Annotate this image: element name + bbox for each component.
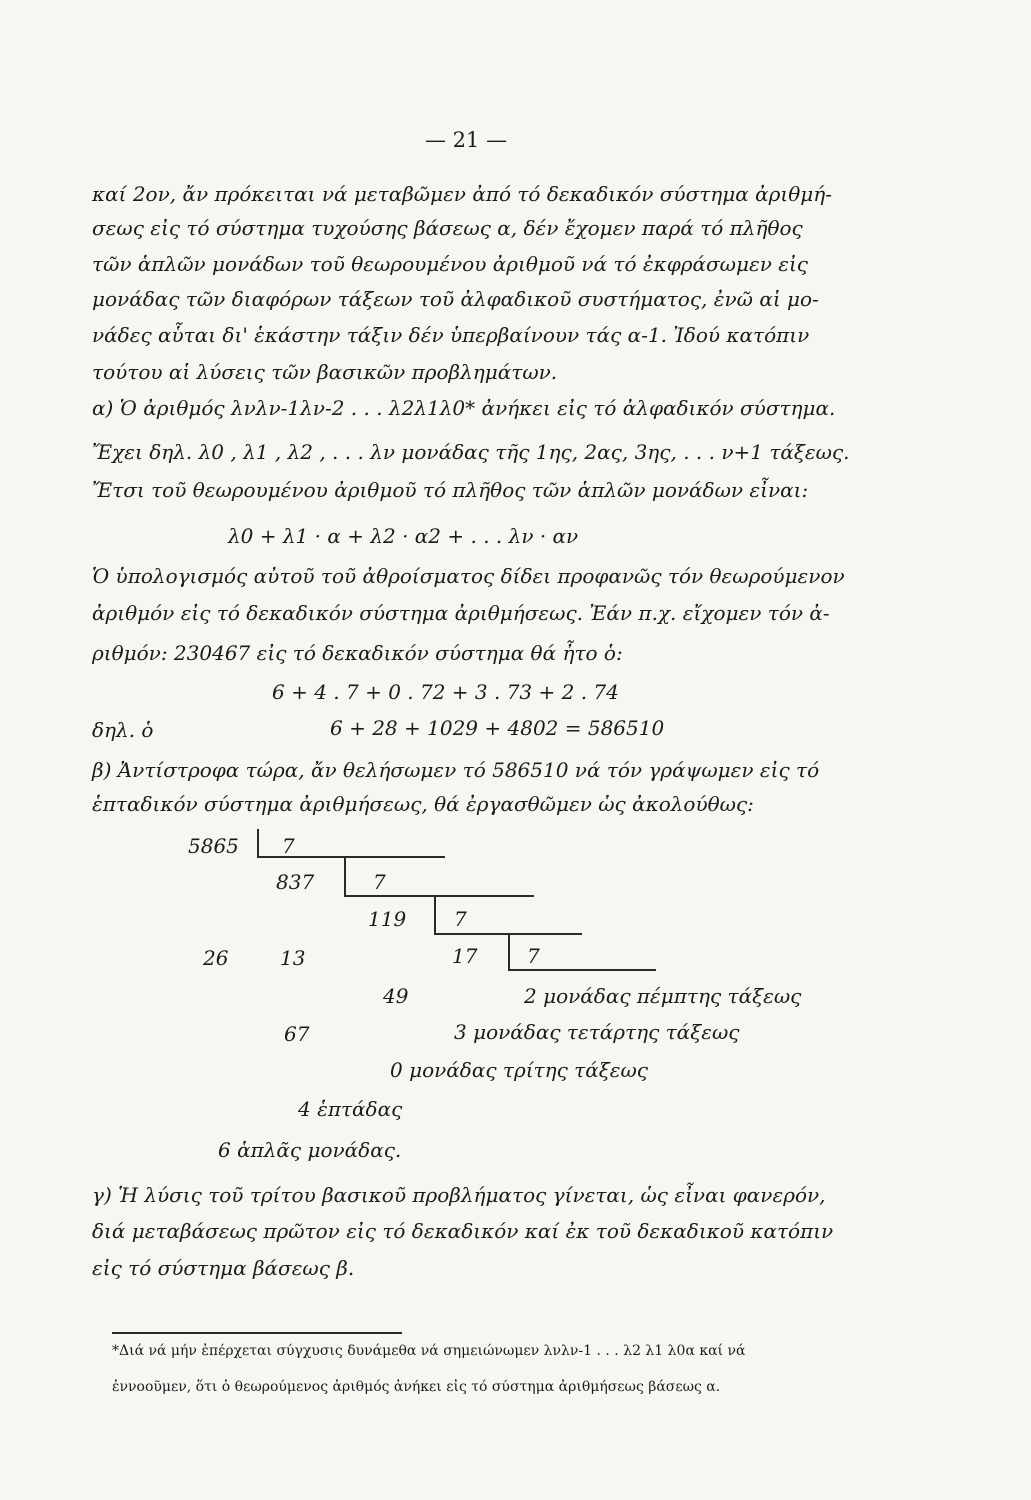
formula-sum: λ0 + λ1 · α + λ2 · α2 + . . . λν · αν xyxy=(228,524,579,548)
page-number: — 21 — xyxy=(425,128,508,152)
calculation-powers: 6 + 4 . 7 + 0 . 72 + 3 . 73 + 2 . 74 xyxy=(272,680,619,704)
division-bar-vertical-3 xyxy=(434,895,436,934)
calculation-label: δηλ. ὁ xyxy=(92,718,154,742)
division-bar-vertical-4 xyxy=(508,933,510,970)
division-divisor-4: 7 xyxy=(527,944,540,968)
division-divisor-3: 7 xyxy=(454,907,467,931)
paragraph-line-6: τούτου αἱ λύσεις τῶν βασικῶν προβλημάτων. xyxy=(92,360,558,384)
division-quotient-2: 119 xyxy=(368,907,407,931)
division-bar-vertical-1 xyxy=(257,829,259,857)
division-divisor-2: 7 xyxy=(373,870,386,894)
division-remainder-13: 13 xyxy=(280,946,306,970)
result-fourth-order: 3 μονάδας τετάρτης τάξεως xyxy=(454,1020,740,1044)
footnote-line-1: *Διά νά μήν ἐπέρχεται σύγχυσις δυνάμεθα νά σημειώνωμεν λνλν-1 . . . λ2 λ1 λ0α καί νά xyxy=(112,1343,746,1359)
section-a-line-4: Ὁ ὑπολογισμός αὐτοῦ τοῦ ἀθροίσματος δίδει προφανῶς τόν θεωρούμενον xyxy=(92,564,845,588)
section-a-line-1: α) Ὁ ἀριθμός λνλν-1λν-2 . . . λ2λ1λ0* ἀνήκει εἰς τό ἀλφαδικόν σύστημα. xyxy=(92,396,836,420)
result-third-order: 0 μονάδας τρίτης τάξεως xyxy=(390,1058,648,1082)
division-divisor-1: 7 xyxy=(282,834,295,858)
division-remainder-67: 67 xyxy=(284,1022,310,1046)
paragraph-line-5: νάδες αὗται δι' ἑκάστην τάξιν δέν ὑπερβαίνουν τάς α-1. Ἰδού κατόπιν xyxy=(92,323,810,347)
division-remainder-49: 49 xyxy=(383,984,409,1008)
division-quotient-1: 837 xyxy=(276,870,315,894)
section-c-line-2: διά μεταβάσεως πρῶτον εἰς τό δεκαδικόν καί ἐκ τοῦ δεκαδικοῦ κατόπιν xyxy=(92,1219,834,1243)
section-a-line-3: Ἔτσι τοῦ θεωρουμένου ἀριθμοῦ τό πλῆθος τῶν ἁπλῶν μονάδων εἶναι: xyxy=(92,478,809,502)
section-c-line-1: γ) Ἡ λύσις τοῦ τρίτου βασικοῦ προβλήματος γίνεται, ὡς εἶναι φανερόν, xyxy=(92,1183,826,1207)
paragraph-line-1: καί 2ον, ἄν πρόκειται νά μεταβῶμεν ἀπό τό δεκαδικόν σύστημα ἀριθμή- xyxy=(92,182,833,206)
paragraph-line-2: σεως εἰς τό σύστημα τυχούσης βάσεως α, δέν ἔχομεν παρά τό πλῆθος xyxy=(92,216,803,240)
result-fifth-order: 2 μονάδας πέμπτης τάξεως xyxy=(524,984,802,1008)
division-remainder-26: 26 xyxy=(203,946,229,970)
paragraph-line-4: μονάδας τῶν διαφόρων τάξεων τοῦ ἀλφαδικοῦ συστήματος, ἐνῶ αἱ μο- xyxy=(92,287,819,311)
footnote-rule xyxy=(112,1332,402,1334)
division-dividend: 5865 xyxy=(188,834,239,858)
section-c-line-3: εἰς τό σύστημα βάσεως β. xyxy=(92,1256,355,1280)
section-b-line-2: ἑπταδικόν σύστημα ἀριθμήσεως, θά ἐργασθῶμεν ὡς ἀκολούθως: xyxy=(92,792,754,816)
result-sevens: 4 ἑπτάδας xyxy=(298,1097,403,1121)
division-bar-horizontal-4 xyxy=(508,969,656,971)
division-bar-horizontal-2 xyxy=(344,895,534,897)
division-bar-vertical-2 xyxy=(344,856,346,896)
section-b-line-1: β) Ἀντίστροφα τώρα, ἄν θελήσωμεν τό 586510 νά τόν γράψωμεν εἰς τό xyxy=(92,758,820,782)
section-a-line-2: Ἔχει δηλ. λ0 , λ1 , λ2 , . . . λν μονάδας τῆς 1ης, 2ας, 3ης, . . . ν+1 τάξεως. xyxy=(92,440,850,464)
division-quotient-3: 17 xyxy=(452,944,478,968)
paragraph-line-3: τῶν ἁπλῶν μονάδων τοῦ θεωρουμένου ἀριθμοῦ νά τό ἐκφράσωμεν εἰς xyxy=(92,252,808,276)
result-units: 6 ἁπλᾶς μονάδας. xyxy=(218,1138,402,1162)
calculation-result: 6 + 28 + 1029 + 4802 = 586510 xyxy=(330,716,665,740)
footnote-line-2: ἐννοοῦμεν, ὅτι ὁ θεωρούμενος ἀριθμός ἀνήκει εἰς τό σύστημα ἀριθμήσεως βάσεως α. xyxy=(112,1379,721,1395)
section-a-line-6: ριθμόν: 230467 εἰς τό δεκαδικόν σύστημα θά ἦτο ὁ: xyxy=(92,641,623,665)
section-a-line-5: ἀριθμόν εἰς τό δεκαδικόν σύστημα ἀριθμήσεως. Ἐάν π.χ. εἴχομεν τόν ἀ- xyxy=(92,601,830,625)
